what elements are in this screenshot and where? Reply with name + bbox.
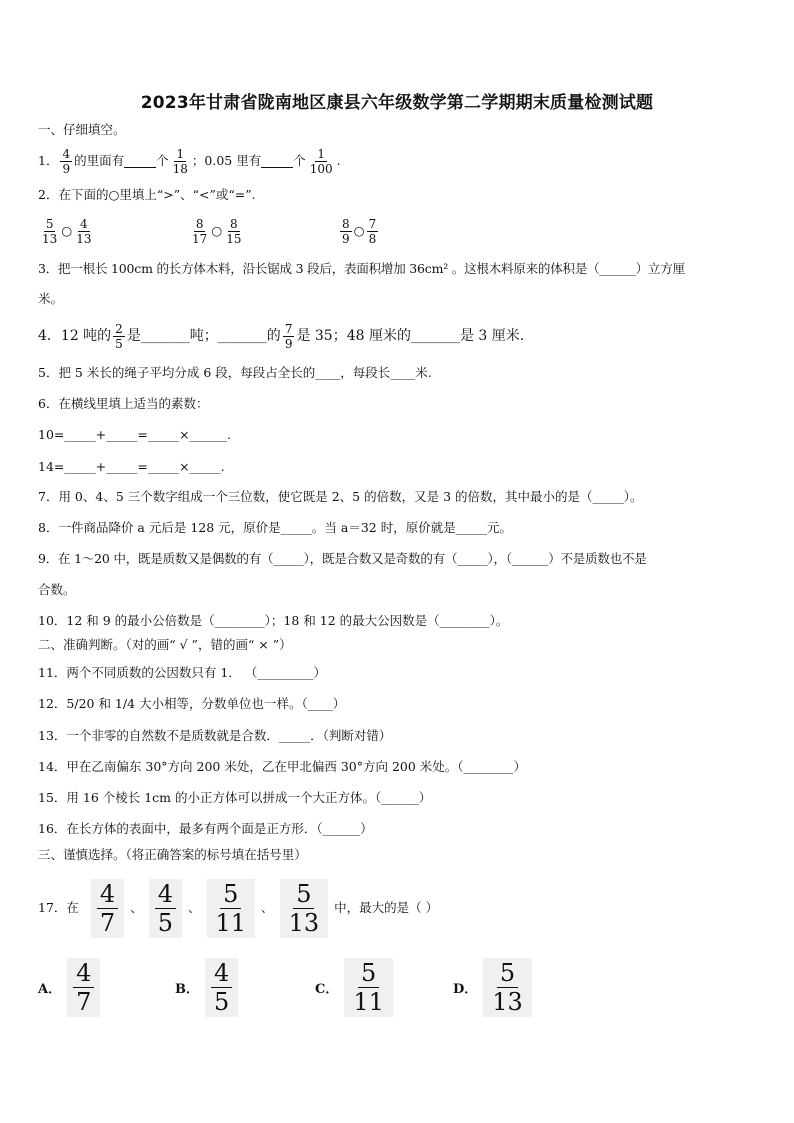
question-11: 11．两个不同质数的公因数只有 1． （_________） [38,665,327,680]
question-9-line-2: 合数。 [38,582,76,597]
question-6-line-2: 14=_____+_____=_____×_____. [38,459,225,474]
option-c[interactable] [315,958,393,1017]
q4-text: 4．12 吨的 [38,328,112,344]
question-17 [38,876,756,940]
fraction-7-9: $\frac{7}{9}$ [284,321,293,351]
fraction-1-100: $\frac{1}{100}$ [309,146,333,176]
q17-text: 17．在 [38,900,79,915]
question-7: 7．用 0、4、5 三个数字组成一个三位数，使它既是 2、5 的倍数，又是 3 的倍数，其中最小的是（_____）。 [38,489,643,504]
q4-text: 是_______吨；_______的 [126,328,281,344]
fraction: $\frac{4}{13}$ [76,216,92,246]
question-10: 10．12 和 9 的最小公倍数是（________）；18 和 12 的最大公因数是（________）。 [38,613,509,628]
answer-blank[interactable] [124,154,156,168]
comparison-3 [338,218,380,245]
option-fraction: $\frac{4}{5}$ [205,958,238,1017]
q1-text: 个 [293,153,306,168]
fraction-5-11: $\frac{5}{11}$ [207,879,256,938]
option-label: D． [453,982,478,997]
option-d[interactable] [453,958,532,1017]
question-1 [38,148,756,174]
question-5: 5．把 5 米长的绳子平均分成 6 段，每段占全长的____，每段长____米. [38,365,432,380]
section-heading-1: 一、仔细填空。 [38,122,126,137]
fraction: $\frac{7}{8}$ [368,216,377,246]
question-16: 16．在长方体的表面中，最多有两个面是正方形．（______） [38,821,373,836]
question-14: 14．甲在乙南偏东 30°方向 200 米处，乙在甲北偏西 30°方向 200 米处。（________） [38,759,527,774]
question-4 [38,321,756,351]
option-label: B． [175,982,199,997]
section-heading-3: 三、谨慎选择。（将正确答案的标号填在括号里） [38,847,307,862]
question-12: 12．5/20 和 1/4 大小相等，分数单位也一样。（____） [38,696,346,711]
q1-text: 个 [156,153,169,168]
q17-text: 中，最大的是（ ） [334,900,439,915]
fraction: $\frac{8}{9}$ [342,216,350,246]
fraction: $\frac{5}{13}$ [42,216,58,246]
fraction-4-7: $\frac{4}{7}$ [91,879,124,938]
question-13: 13．一个非零的自然数不是质数就是合数．_____．（判断对错） [38,728,392,743]
separator: 、 [130,900,143,915]
compare-circle[interactable]: ○ [61,223,73,238]
q1-text: . [336,153,341,168]
fraction-4-5: $\frac{4}{5}$ [149,879,182,938]
option-fraction: $\frac{5}{11}$ [344,958,393,1017]
compare-circle[interactable]: ○ [211,223,223,238]
q1-text: ；0.05 里有 [191,153,262,168]
page-title: 2023年甘肃省陇南地区康县六年级数学第二学期期末质量检测试题 [140,93,654,113]
fraction-1-18: $\frac{1}{18}$ [172,146,188,176]
q1-number: 1． [38,153,59,168]
fraction: $\frac{8}{17}$ [192,216,208,246]
question-2: 2．在下面的○里填上“>”、“<”或“=”. [38,187,256,202]
option-fraction: $\frac{5}{13}$ [483,958,532,1017]
question-15: 15．用 16 个棱长 1cm 的小正方体可以拼成一个大正方体。（______） [38,790,432,805]
fraction: $\frac{8}{15}$ [226,216,242,246]
question-3-line-1: 3．把一根长 100cm 的长方体木料，沿长锯成 3 段后，表面积增加 36cm² 。这根木料原来的体积是（______）立方厘 [38,261,685,276]
fraction-5-13: $\frac{5}{13}$ [280,879,329,938]
separator: 、 [261,900,274,915]
section-heading-2: 二、准确判断。（对的画“ √ ”，错的画“ × ”） [38,637,292,652]
option-label: C． [315,982,339,997]
q1-text: 的里面有 [74,153,125,168]
option-b[interactable] [175,958,238,1017]
compare-circle[interactable]: ○ [353,223,365,238]
fraction-2-5: $\frac{2}{5}$ [115,321,123,351]
option-a[interactable] [38,958,100,1017]
question-6: 6．在横线里填上适当的素数： [38,396,209,411]
separator: 、 [187,900,201,915]
question-3-line-2: 米。 [38,291,64,306]
fraction-4-9: $\frac{4}{9}$ [62,146,71,176]
q4-text: 是 35；48 厘米的_______是 3 厘米. [296,328,525,344]
comparison-1 [38,218,188,245]
question-9-line-1: 9．在 1～20 中，既是质数又是偶数的有（_____），既是合数又是奇数的有（_____），（______）不是质数也不是 [38,551,647,566]
question-6-line-1: 10=_____+_____=_____×______. [38,427,232,442]
comparison-2 [188,218,338,245]
question-2-comparisons [38,212,756,250]
option-fraction: $\frac{4}{7}$ [67,958,100,1017]
question-8: 8．一件商品降价 a 元后是 128 元，原价是_____。当 a＝32 时，原价就是_____元。 [38,520,512,535]
option-label: A． [38,982,62,997]
answer-blank[interactable] [261,154,293,168]
